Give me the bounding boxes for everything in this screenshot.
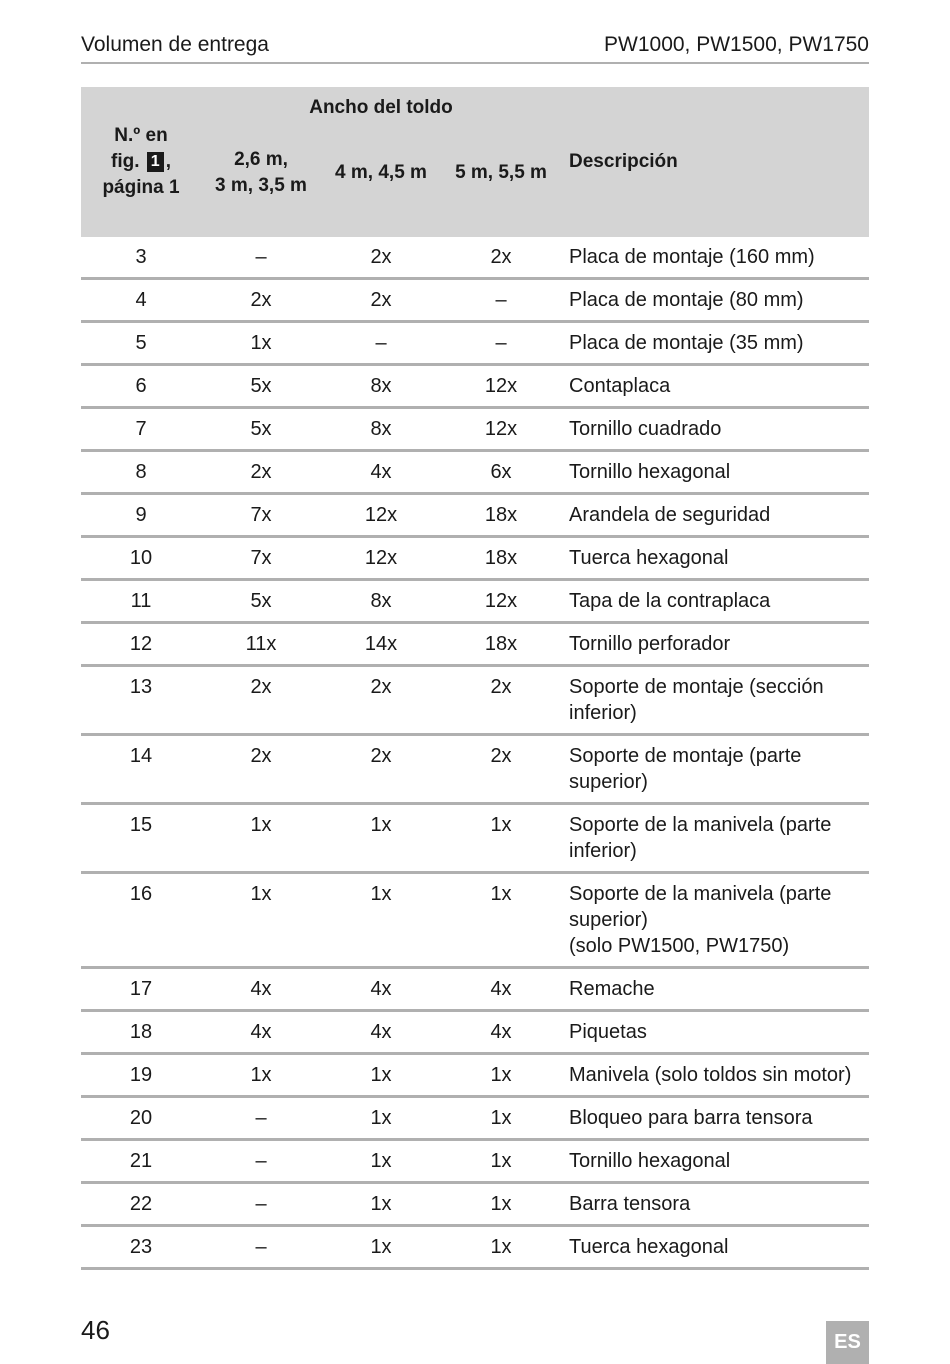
table-body [81, 237, 869, 1269]
cell-qty-width-small: 2x [201, 279, 321, 322]
cell-qty-width-medium: 2x [321, 735, 441, 804]
cell-qty-width-large: 1x [441, 1140, 561, 1183]
cell-qty-width-large: 1x [441, 1183, 561, 1226]
cell-figure-number: 17 [81, 968, 201, 1011]
cell-qty-width-large: 2x [441, 735, 561, 804]
description-text: Contaplaca [569, 375, 671, 397]
col-header-awning-width: Ancho del toldo [201, 87, 561, 133]
cell-qty-width-small: – [201, 1183, 321, 1226]
cell-qty-width-medium: 8x [321, 408, 441, 451]
table-row [81, 1183, 869, 1226]
description-text: Manivela (solo toldos sin motor) [569, 1064, 852, 1086]
cell-qty-width-medium: 8x [321, 580, 441, 623]
table-row [81, 322, 869, 365]
table-row [81, 804, 869, 873]
cell-qty-width-medium: 1x [321, 1097, 441, 1140]
table-row [81, 279, 869, 322]
cell-qty-width-large: 18x [441, 537, 561, 580]
cell-figure-number: 21 [81, 1140, 201, 1183]
cell-figure-number: 6 [81, 365, 201, 408]
table-header [81, 87, 869, 237]
cell-qty-width-medium: 2x [321, 279, 441, 322]
cell-figure-number: 14 [81, 735, 201, 804]
description-text: Barra tensora [569, 1193, 691, 1215]
language-badge: ES [826, 1321, 869, 1364]
col-header-width-large: 5 m, 5,5 m [441, 133, 561, 237]
cell-qty-width-large: 1x [441, 1226, 561, 1269]
table-row [81, 1140, 869, 1183]
cell-qty-width-large: 1x [441, 804, 561, 873]
description-text: Tornillo perforador [569, 633, 731, 655]
cell-qty-width-large: 12x [441, 580, 561, 623]
description-note: (solo PW1500, PW1750) [569, 935, 790, 957]
description-text: Soporte de montaje (parte superior) [569, 745, 802, 793]
cell-qty-width-large: 18x [441, 623, 561, 666]
cell-qty-width-small: – [201, 1097, 321, 1140]
cell-qty-width-small: 2x [201, 735, 321, 804]
table-row [81, 494, 869, 537]
description-text: Soporte de montaje (sección inferior) [569, 676, 824, 724]
cell-description [561, 623, 869, 666]
cell-qty-width-medium: 12x [321, 537, 441, 580]
cell-description [561, 1011, 869, 1054]
description-text: Tuerca hexagonal [569, 1236, 729, 1258]
table-row [81, 1054, 869, 1097]
description-text: Arandela de seguridad [569, 504, 771, 526]
cell-qty-width-medium: 4x [321, 451, 441, 494]
cell-figure-number: 12 [81, 623, 201, 666]
cell-qty-width-small: 7x [201, 537, 321, 580]
table-row [81, 451, 869, 494]
cell-qty-width-small: 5x [201, 580, 321, 623]
cell-figure-number: 3 [81, 237, 201, 279]
cell-qty-width-small: 2x [201, 451, 321, 494]
table-row [81, 873, 869, 968]
cell-qty-width-small: 1x [201, 873, 321, 968]
cell-description [561, 537, 869, 580]
cell-qty-width-small: 1x [201, 1054, 321, 1097]
cell-figure-number: 20 [81, 1097, 201, 1140]
cell-qty-width-large: 18x [441, 494, 561, 537]
cell-qty-width-small: 11x [201, 623, 321, 666]
table-row [81, 580, 869, 623]
table-row [81, 735, 869, 804]
cell-figure-number: 23 [81, 1226, 201, 1269]
cell-qty-width-medium: 1x [321, 1226, 441, 1269]
table-row [81, 365, 869, 408]
description-text: Placa de montaje (160 mm) [569, 246, 815, 268]
cell-description [561, 1183, 869, 1226]
table-row [81, 408, 869, 451]
description-text: Tuerca hexagonal [569, 547, 729, 569]
cell-qty-width-small: 7x [201, 494, 321, 537]
cell-figure-number: 13 [81, 666, 201, 735]
cell-description [561, 365, 869, 408]
cell-description [561, 494, 869, 537]
cell-qty-width-medium: 1x [321, 804, 441, 873]
cell-qty-width-medium: 1x [321, 1054, 441, 1097]
figure-number-badge: 1 [147, 152, 164, 172]
cell-qty-width-large: 12x [441, 408, 561, 451]
cell-qty-width-large: – [441, 279, 561, 322]
cell-qty-width-medium: 4x [321, 968, 441, 1011]
cell-qty-width-medium: 14x [321, 623, 441, 666]
cell-figure-number: 8 [81, 451, 201, 494]
cell-qty-width-medium: 12x [321, 494, 441, 537]
cell-qty-width-large: 2x [441, 237, 561, 279]
cell-qty-width-small: 1x [201, 804, 321, 873]
cell-figure-number: 5 [81, 322, 201, 365]
description-text: Piquetas [569, 1021, 647, 1043]
cell-description [561, 1054, 869, 1097]
cell-qty-width-large: 4x [441, 968, 561, 1011]
cell-qty-width-medium: 2x [321, 666, 441, 735]
cell-figure-number: 4 [81, 279, 201, 322]
cell-description [561, 1097, 869, 1140]
cell-qty-width-large: 4x [441, 1011, 561, 1054]
cell-qty-width-large: 1x [441, 1097, 561, 1140]
cell-qty-width-medium: 1x [321, 873, 441, 968]
cell-qty-width-small: 5x [201, 365, 321, 408]
cell-qty-width-small: 4x [201, 968, 321, 1011]
cell-qty-width-medium: 8x [321, 365, 441, 408]
cell-qty-width-large: 6x [441, 451, 561, 494]
cell-qty-width-medium: 1x [321, 1140, 441, 1183]
table-row [81, 237, 869, 279]
cell-figure-number: 18 [81, 1011, 201, 1054]
cell-description [561, 666, 869, 735]
cell-figure-number: 9 [81, 494, 201, 537]
cell-figure-number: 16 [81, 873, 201, 968]
description-text: Remache [569, 978, 655, 1000]
table-row [81, 537, 869, 580]
cell-description [561, 1226, 869, 1269]
cell-figure-number: 10 [81, 537, 201, 580]
cell-qty-width-large: 2x [441, 666, 561, 735]
cell-figure-number: 7 [81, 408, 201, 451]
cell-figure-number: 22 [81, 1183, 201, 1226]
col-header-width-medium: 4 m, 4,5 m [321, 133, 441, 237]
table-row [81, 1011, 869, 1054]
cell-qty-width-small: 4x [201, 1011, 321, 1054]
cell-qty-width-medium: – [321, 322, 441, 365]
description-text: Tornillo hexagonal [569, 1150, 731, 1172]
col-header-description: Descripción [561, 87, 869, 237]
cell-qty-width-small: 2x [201, 666, 321, 735]
table-row [81, 1226, 869, 1269]
table-row [81, 623, 869, 666]
cell-figure-number: 11 [81, 580, 201, 623]
cell-qty-width-small: 5x [201, 408, 321, 451]
cell-description [561, 873, 869, 968]
page-number: 46 [81, 1315, 110, 1345]
description-text: Placa de montaje (35 mm) [569, 332, 804, 354]
cell-description [561, 408, 869, 451]
cell-qty-width-large: 1x [441, 1054, 561, 1097]
cell-qty-width-small: – [201, 237, 321, 279]
cell-description [561, 968, 869, 1011]
cell-qty-width-large: – [441, 322, 561, 365]
cell-figure-number: 19 [81, 1054, 201, 1097]
table-row [81, 968, 869, 1011]
cell-qty-width-medium: 4x [321, 1011, 441, 1054]
cell-figure-number: 15 [81, 804, 201, 873]
cell-description [561, 735, 869, 804]
page-header [81, 30, 869, 64]
cell-description [561, 804, 869, 873]
description-text: Tapa de la contraplaca [569, 590, 771, 612]
cell-description [561, 1140, 869, 1183]
description-text: Tornillo hexagonal [569, 461, 731, 483]
cell-qty-width-medium: 1x [321, 1183, 441, 1226]
cell-qty-width-large: 1x [441, 873, 561, 968]
description-text: Placa de montaje (80 mm) [569, 289, 804, 311]
col-header-width-small: 2,6 m, 3 m, 3,5 m [201, 133, 321, 237]
cell-qty-width-small: – [201, 1140, 321, 1183]
cell-qty-width-large: 12x [441, 365, 561, 408]
section-title: Volumen de entrega [81, 33, 269, 56]
delivery-scope-table [81, 87, 869, 1270]
cell-qty-width-small: – [201, 1226, 321, 1269]
description-text: Soporte de la manivela (parte inferior) [569, 814, 832, 862]
description-text: Soporte de la manivela (parte superior) [569, 883, 832, 931]
model-list: PW1000, PW1500, PW1750 [604, 33, 869, 56]
table-row [81, 1097, 869, 1140]
cell-description [561, 237, 869, 279]
description-text: Tornillo cuadrado [569, 418, 722, 440]
description-text: Bloqueo para barra tensora [569, 1107, 813, 1129]
cell-description [561, 279, 869, 322]
table-row [81, 666, 869, 735]
cell-description [561, 322, 869, 365]
cell-description [561, 451, 869, 494]
cell-qty-width-small: 1x [201, 322, 321, 365]
col-header-figure-number: N.º en fig. 1 , página 1 [81, 87, 201, 237]
cell-description [561, 580, 869, 623]
cell-qty-width-medium: 2x [321, 237, 441, 279]
